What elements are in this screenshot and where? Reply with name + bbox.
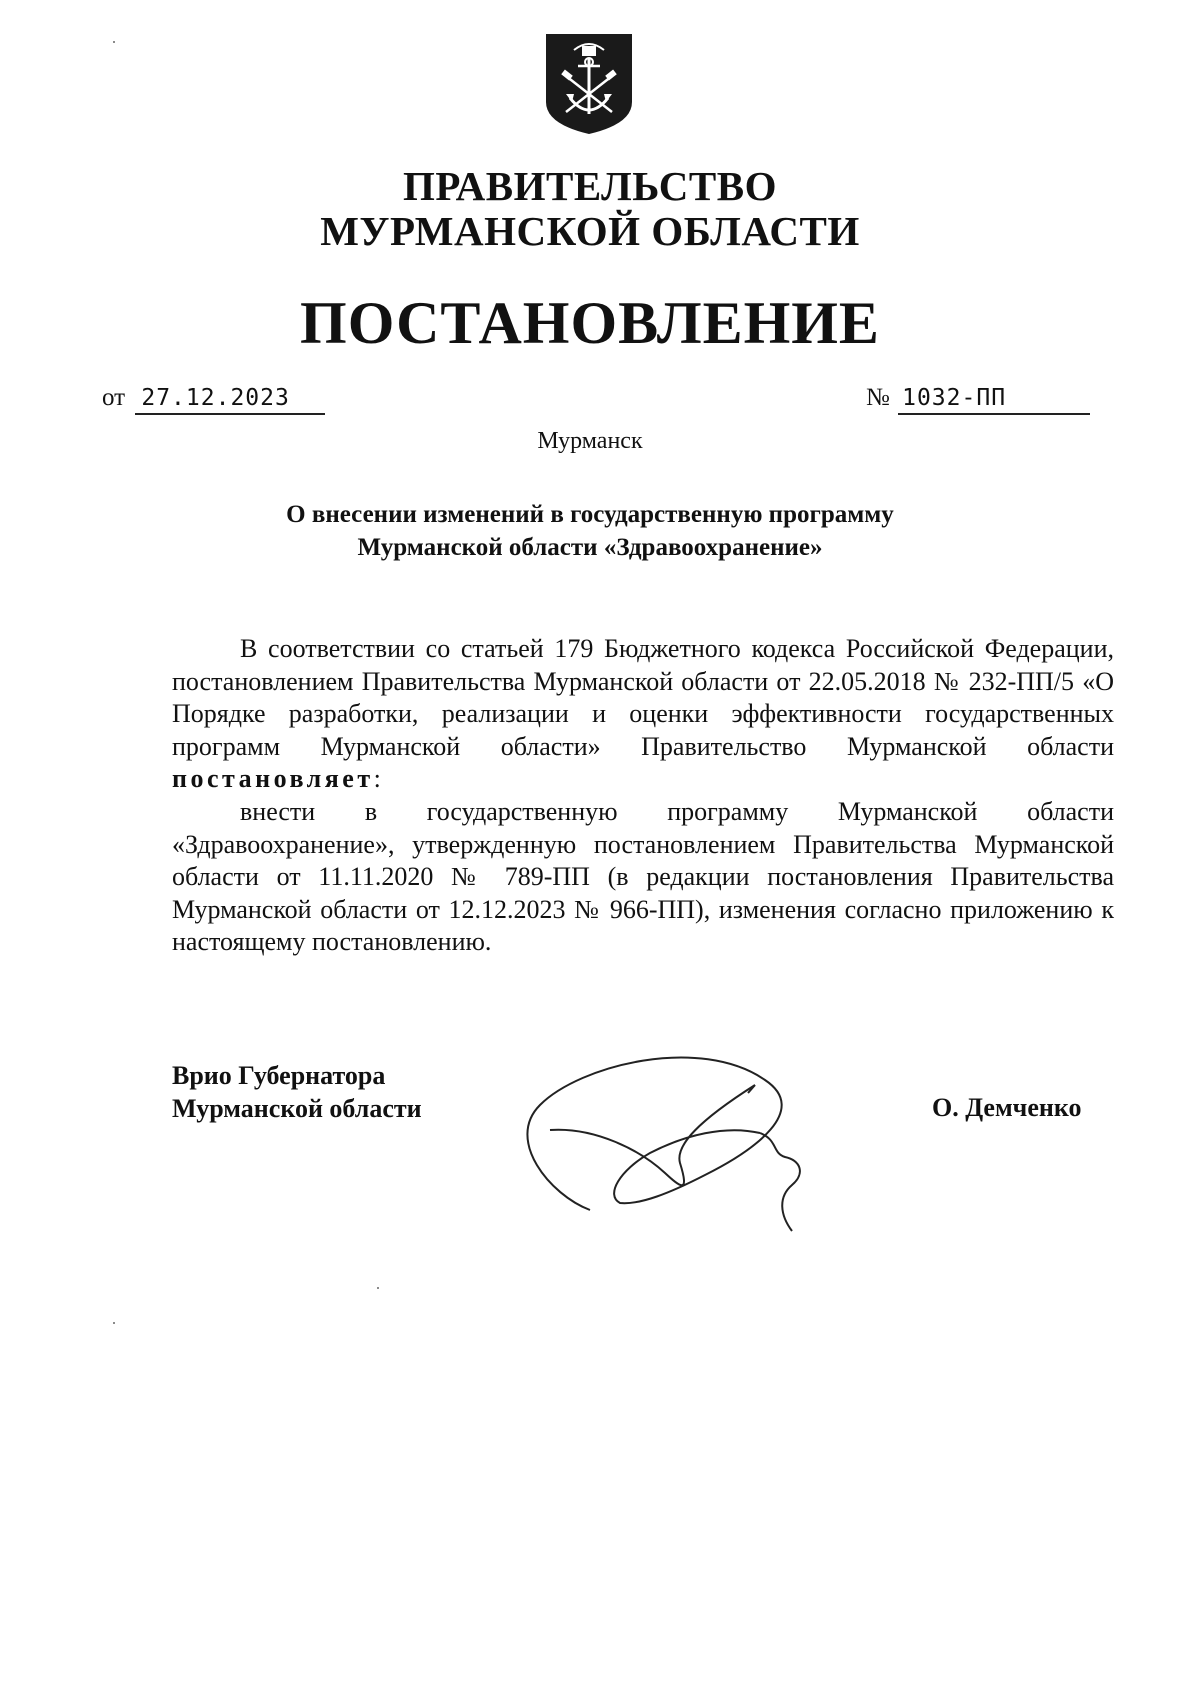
coat-of-arms-icon <box>544 32 634 136</box>
position-line-1: Врио Губернатора <box>172 1061 386 1090</box>
date-row <box>102 383 325 415</box>
subject-line-1: О внесении изменений в государственную программу <box>286 501 894 528</box>
date-prefix: от <box>102 384 126 411</box>
paragraph-1-end: : <box>373 764 381 793</box>
signatory-position <box>172 1059 422 1125</box>
scan-speck <box>113 1322 115 1324</box>
signatory-name: О. Демченко <box>932 1093 1082 1122</box>
position-line-2: Мурманской области <box>172 1094 422 1123</box>
paragraph-1-text: В соответствии со статьей 179 Бюджетного кодекса Российской Федерации, постановлением Правительства Мурманской области от 22.05.2018 № 232-ПП/5 «О Порядке разработки, реализации и оценки эффективности государственных программ Мурманской области» Правительство Мурманской области <box>172 634 1114 761</box>
body-paragraph-1 <box>172 633 1114 796</box>
city-name: Мурманск <box>537 428 643 454</box>
subject-line-2: Мурманской области «Здравоохранение» <box>357 534 823 561</box>
signature-icon <box>510 1045 840 1245</box>
paragraph-2-text: внести в государственную программу Мурманской области «Здравоохранение», утвержденную постановлением Правительства Мурманской области от 11.11.2020 № 789-ПП (в редакции постановления Правительства Мурманской области от 12.12.2023 № 966-ПП), изменения согласно приложению к настоящему постановлению. <box>172 797 1114 956</box>
document-date: 27.12.2023 <box>135 383 325 415</box>
body-paragraph-2 <box>172 796 1114 959</box>
document-type-title: ПОСТАНОВЛЕНИЕ <box>300 290 880 356</box>
scan-speck <box>113 41 115 43</box>
number-row <box>866 383 1090 415</box>
government-title-line-2: МУРМАНСКОЙ ОБЛАСТИ <box>320 208 860 254</box>
decree-keyword: постановляет <box>172 764 374 793</box>
government-title-line-1: ПРАВИТЕЛЬСТВО <box>402 163 778 209</box>
number-prefix: № <box>866 384 890 411</box>
document-subject <box>0 498 1180 564</box>
scan-speck <box>377 1287 379 1289</box>
document-number: 1032-ПП <box>898 383 1090 415</box>
